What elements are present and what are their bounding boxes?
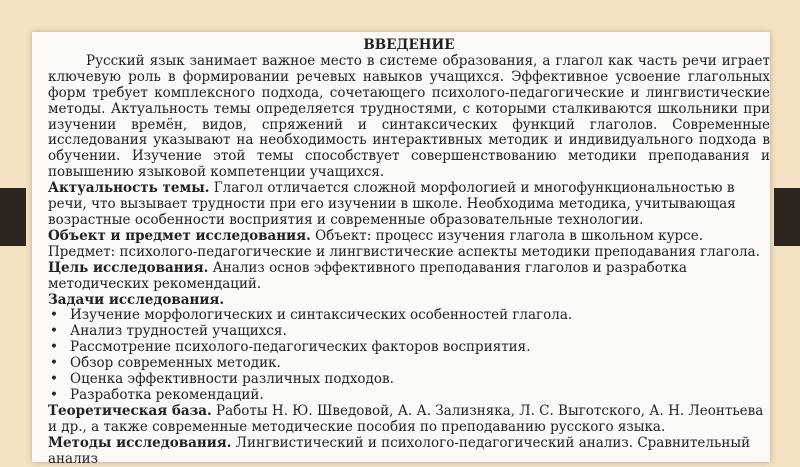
object-paragraph [48,229,770,245]
task-text: Оценка эффективности различных подходов. [70,371,394,388]
list-item [48,372,770,388]
bullet-icon: • [50,323,58,340]
methods-paragraph [48,436,770,467]
list-item [48,388,770,404]
intro-paragraph: Русский язык занимает важное место в системе образования, а глагол как часть речи играет ключевую роль в формировании речевых навыков учащихся. Эффективное усвоение глагольных форм требует комплексного подхода, сочетающего психолого-педагогические и лингвистические методы. Актуальность темы определяется трудностями, с которыми сталкиваются школьники при изучении времён, видов, спряжений и синтаксических функций глаголов. Современные исследования указывают на необходимость интерактивных методик и индивидуального подхода в обучении. Изучение этой темы способствует совершенствованию методики преподавания и повышению языковой компетенции учащихся. [48,52,770,181]
tasks-list [48,308,770,403]
list-item [48,356,770,372]
tasks-heading: Задачи исследования. [48,291,225,308]
methods-label: Методы исследования. [48,434,232,451]
object-text: Объект: процесс изучения глагола в школьном курсе. [310,227,704,244]
bullet-icon: • [50,386,58,403]
relevance-label: Актуальность темы. [48,180,210,197]
task-text: Изучение морфологических и синтаксических особенностей глагола. [70,307,573,324]
bullet-icon: • [50,355,58,372]
relevance-paragraph [48,181,770,229]
bullet-icon: • [50,307,58,324]
bullet-icon: • [50,371,58,388]
right-dark-band [774,188,800,246]
goal-label: Цель исследования. [48,259,209,276]
document-content [48,38,770,467]
task-text: Анализ трудностей учащихся. [70,323,287,340]
theory-paragraph [48,404,770,436]
subject-paragraph: Предмет: психолого-педагогические и лингвистические аспекты методики преподавания глагола. [48,243,760,260]
methods-text: Лингвистический и психолого-педагогический анализ. Сравнительный анализ [48,434,751,467]
list-item [48,340,770,356]
page-title: ВВЕДЕНИЕ [363,37,455,53]
object-label: Объект и предмет исследования. [48,227,311,244]
task-text: Разработка рекомендаций. [70,386,264,403]
theory-text: Работы Н. Ю. Шведовой, А. А. Зализняка, Л. С. Выготского, А. Н. Леонтьева и др., а также современные методические пособия по преподаванию русского языка. [48,402,764,435]
goal-paragraph [48,261,770,293]
theory-label: Теоретическая база. [48,402,212,419]
task-text: Рассмотрение психолого-педагогических факторов восприятия. [70,339,531,356]
list-item [48,324,770,340]
task-text: Обзор современных методик. [70,355,281,372]
bullet-icon: • [50,339,58,356]
relevance-text: Глагол отличается сложной морфологией и многофункциональностью в речи, что вызывает трудности при его изучении в школе. Необходима методика, учитывающая возрастные особенности восприятия и современные образовательные технологии. [48,180,736,228]
goal-text: Анализ основ эффективного преподавания глаголов и разработка методических рекомендаций. [48,259,687,292]
left-dark-band [0,188,26,246]
list-item [48,308,770,324]
